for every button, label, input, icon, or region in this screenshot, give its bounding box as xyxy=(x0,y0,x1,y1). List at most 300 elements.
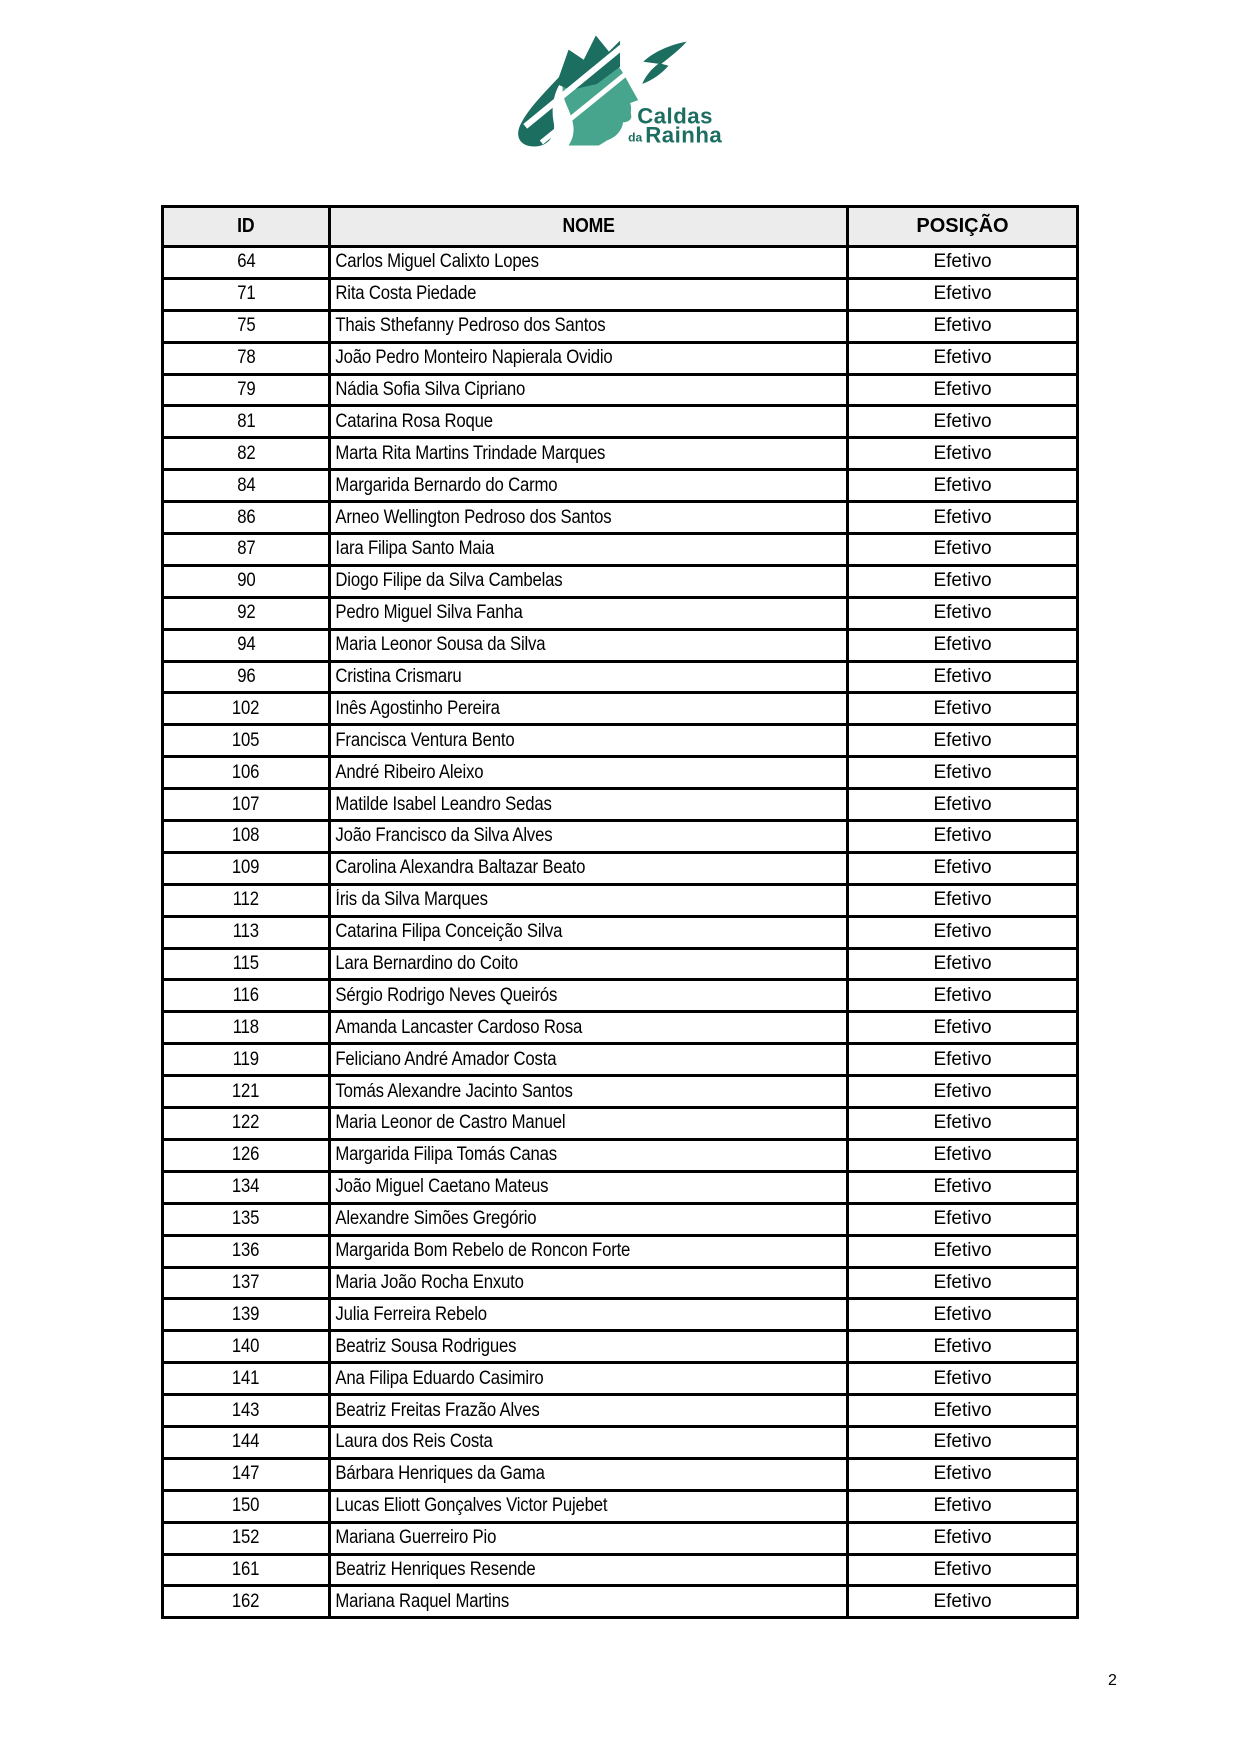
row-id-cell xyxy=(163,1395,330,1427)
row-name-cell-text: Maria Leonor Sousa da Silva xyxy=(335,634,546,656)
row-id-cell xyxy=(163,470,330,502)
row-id-cell xyxy=(163,1299,330,1331)
row-name-cell-text: Sérgio Rodrigo Neves Queirós xyxy=(335,984,558,1006)
row-position-cell xyxy=(848,1044,1078,1076)
table-row xyxy=(163,342,1078,374)
row-position-cell-text: Efetivo xyxy=(933,953,992,975)
row-position-cell-text: Efetivo xyxy=(933,602,992,624)
row-name-cell xyxy=(330,1108,848,1140)
row-id-cell-text: 81 xyxy=(236,410,256,432)
row-id-cell-text: 121 xyxy=(232,1080,260,1102)
table-row xyxy=(163,534,1078,566)
row-id-cell-text: 75 xyxy=(236,315,256,337)
page-number: 2 xyxy=(1108,1672,1117,1689)
row-position-cell-text: Efetivo xyxy=(933,347,992,369)
row-name-cell xyxy=(330,1331,848,1363)
row-id-cell-text: 78 xyxy=(236,347,256,369)
row-name-cell-text: Feliciano André Amador Costa xyxy=(335,1048,557,1070)
row-position-cell-text: Efetivo xyxy=(933,666,992,688)
bird-icon xyxy=(642,42,686,84)
row-name-cell xyxy=(330,374,848,406)
row-position-cell xyxy=(848,597,1078,629)
row-id-cell xyxy=(163,1426,330,1458)
column-header-id-label: ID xyxy=(237,215,255,237)
table-row xyxy=(163,1171,1078,1203)
row-id-cell xyxy=(163,980,330,1012)
row-name-cell xyxy=(330,1171,848,1203)
table-row xyxy=(163,693,1078,725)
table-row xyxy=(163,470,1078,502)
row-id-cell xyxy=(163,1076,330,1108)
row-id-cell-text: 107 xyxy=(232,793,260,815)
row-id-cell-text: 140 xyxy=(232,1335,260,1357)
table-row xyxy=(163,1108,1078,1140)
row-name-cell-text: Rita Costa Piedade xyxy=(335,283,477,305)
row-id-cell xyxy=(163,1108,330,1140)
row-id-cell xyxy=(163,565,330,597)
table-row xyxy=(163,1012,1078,1044)
row-name-cell xyxy=(330,1554,848,1586)
table-row xyxy=(163,852,1078,884)
row-name-cell-text: Margarida Filipa Tomás Canas xyxy=(335,1144,557,1166)
row-id-cell-text: 109 xyxy=(232,857,260,879)
row-name-cell xyxy=(330,534,848,566)
row-id-cell-text: 137 xyxy=(232,1271,260,1293)
row-name-cell xyxy=(330,1299,848,1331)
row-position-cell xyxy=(848,693,1078,725)
row-position-cell xyxy=(848,821,1078,853)
row-position-cell-text: Efetivo xyxy=(933,1527,992,1549)
row-name-cell xyxy=(330,1363,848,1395)
row-id-cell xyxy=(163,342,330,374)
row-position-cell-text: Efetivo xyxy=(933,793,992,815)
table-row xyxy=(163,821,1078,853)
column-header-nome xyxy=(330,207,848,247)
row-position-cell xyxy=(848,310,1078,342)
row-name-cell-text: Íris da Silva Marques xyxy=(335,889,488,911)
staff-table xyxy=(161,205,1079,1619)
row-id-cell-text: 108 xyxy=(232,825,260,847)
row-name-cell xyxy=(330,852,848,884)
row-position-cell xyxy=(848,757,1078,789)
row-name-cell-text: Pedro Miguel Silva Fanha xyxy=(335,602,523,624)
row-name-cell xyxy=(330,1076,848,1108)
row-position-cell-text: Efetivo xyxy=(933,251,992,273)
table-row xyxy=(163,1076,1078,1108)
table-row xyxy=(163,1363,1078,1395)
row-id-cell xyxy=(163,948,330,980)
row-position-cell-text: Efetivo xyxy=(933,857,992,879)
table-row xyxy=(163,565,1078,597)
table-row xyxy=(163,1458,1078,1490)
table-row xyxy=(163,725,1078,757)
row-name-cell-text: Diogo Filipe da Silva Cambelas xyxy=(335,570,563,592)
row-id-cell-text: 116 xyxy=(232,984,260,1006)
row-id-cell-text: 105 xyxy=(232,729,260,751)
row-position-cell xyxy=(848,948,1078,980)
row-id-cell-text: 86 xyxy=(236,506,256,528)
row-position-cell xyxy=(848,1331,1078,1363)
row-name-cell-text: Carolina Alexandra Baltazar Beato xyxy=(335,857,586,879)
row-id-cell xyxy=(163,438,330,470)
row-id-cell xyxy=(163,1267,330,1299)
row-id-cell-text: 139 xyxy=(232,1303,260,1325)
row-id-cell xyxy=(163,852,330,884)
table-row xyxy=(163,1044,1078,1076)
row-name-cell xyxy=(330,1395,848,1427)
row-id-cell xyxy=(163,1554,330,1586)
row-position-cell-text: Efetivo xyxy=(933,1463,992,1485)
column-header-nome-label: NOME xyxy=(562,215,615,237)
table-row xyxy=(163,1203,1078,1235)
row-id-cell xyxy=(163,247,330,279)
row-position-cell xyxy=(848,470,1078,502)
row-position-cell xyxy=(848,1171,1078,1203)
row-name-cell xyxy=(330,1235,848,1267)
row-position-cell xyxy=(848,789,1078,821)
row-id-cell-text: 134 xyxy=(232,1176,260,1198)
table-row xyxy=(163,247,1078,279)
row-id-cell-text: 87 xyxy=(236,538,256,560)
table-row xyxy=(163,406,1078,438)
row-name-cell xyxy=(330,821,848,853)
row-name-cell-text: Laura dos Reis Costa xyxy=(335,1431,493,1453)
table-row xyxy=(163,1267,1078,1299)
row-position-cell-text: Efetivo xyxy=(933,634,992,656)
row-name-cell-text: Nádia Sofia Silva Cipriano xyxy=(335,379,526,400)
row-position-cell xyxy=(848,534,1078,566)
row-name-cell xyxy=(330,629,848,661)
table-row xyxy=(163,502,1078,534)
table-row xyxy=(163,980,1078,1012)
row-name-cell xyxy=(330,502,848,534)
row-id-cell-text: 122 xyxy=(232,1112,260,1134)
row-name-cell-text: Mariana Guerreiro Pio xyxy=(335,1527,497,1549)
row-id-cell xyxy=(163,789,330,821)
row-position-cell-text: Efetivo xyxy=(933,1590,992,1612)
row-position-cell-text: Efetivo xyxy=(933,1431,992,1453)
row-name-cell-text: Iara Filipa Santo Maia xyxy=(335,538,495,560)
row-position-cell-text: Efetivo xyxy=(933,1176,992,1198)
row-id-cell xyxy=(163,1363,330,1395)
row-position-cell-text: Efetivo xyxy=(933,921,992,943)
row-name-cell xyxy=(330,278,848,310)
table-row xyxy=(163,1522,1078,1554)
row-position-cell-text: Efetivo xyxy=(933,1558,992,1580)
row-position-cell-text: Efetivo xyxy=(933,1080,992,1102)
table-row xyxy=(163,1331,1078,1363)
row-name-cell xyxy=(330,565,848,597)
row-name-cell-text: Amanda Lancaster Cardoso Rosa xyxy=(335,1016,583,1038)
row-name-cell-text: Arneo Wellington Pedroso dos Santos xyxy=(335,506,612,528)
row-name-cell-text: Maria Leonor de Castro Manuel xyxy=(335,1112,566,1134)
row-name-cell-text: Catarina Filipa Conceição Silva xyxy=(335,921,563,943)
row-id-cell-text: 147 xyxy=(232,1463,260,1485)
row-id-cell xyxy=(163,1203,330,1235)
row-name-cell-text: João Pedro Monteiro Napierala Ovidio xyxy=(335,347,613,369)
row-position-cell xyxy=(848,565,1078,597)
row-position-cell xyxy=(848,1076,1078,1108)
row-name-cell-text: Maria João Rocha Enxuto xyxy=(335,1271,524,1293)
row-name-cell-text: Mariana Raquel Martins xyxy=(335,1590,510,1612)
row-id-cell xyxy=(163,374,330,406)
table-row xyxy=(163,310,1078,342)
row-id-cell-text: 162 xyxy=(232,1590,260,1612)
row-position-cell-text: Efetivo xyxy=(933,1112,992,1134)
row-position-cell-text: Efetivo xyxy=(933,825,992,847)
table-row xyxy=(163,948,1078,980)
table-row xyxy=(163,916,1078,948)
row-position-cell xyxy=(848,1108,1078,1140)
row-name-cell-text: Inês Agostinho Pereira xyxy=(335,697,500,719)
row-id-cell-text: 92 xyxy=(236,602,256,624)
row-position-cell xyxy=(848,629,1078,661)
row-name-cell xyxy=(330,247,848,279)
row-name-cell xyxy=(330,725,848,757)
row-id-cell-text: 112 xyxy=(232,889,260,911)
row-position-cell-text: Efetivo xyxy=(933,889,992,911)
row-position-cell xyxy=(848,1554,1078,1586)
table-row xyxy=(163,1586,1078,1618)
row-name-cell xyxy=(330,757,848,789)
row-name-cell-text: Marta Rita Martins Trindade Marques xyxy=(335,442,606,464)
row-position-cell-text: Efetivo xyxy=(933,570,992,592)
table-row xyxy=(163,597,1078,629)
table-row xyxy=(163,1426,1078,1458)
row-name-cell xyxy=(330,916,848,948)
table-row xyxy=(163,374,1078,406)
row-position-cell-text: Efetivo xyxy=(933,1048,992,1070)
row-name-cell-text: Cristina Crismaru xyxy=(335,666,462,688)
row-id-cell-text: 118 xyxy=(232,1016,260,1038)
table-row xyxy=(163,884,1078,916)
row-name-cell-text: Beatriz Sousa Rodrigues xyxy=(335,1335,517,1357)
table-row xyxy=(163,1554,1078,1586)
row-position-cell xyxy=(848,374,1078,406)
row-position-cell-text: Efetivo xyxy=(933,1303,992,1325)
row-position-cell xyxy=(848,1458,1078,1490)
table-row xyxy=(163,629,1078,661)
row-name-cell-text: João Francisco da Silva Alves xyxy=(335,825,553,847)
row-id-cell-text: 71 xyxy=(236,283,256,305)
logo-text-line1: Caldas xyxy=(637,103,713,129)
row-position-cell xyxy=(848,1203,1078,1235)
row-id-cell xyxy=(163,693,330,725)
row-id-cell xyxy=(163,1331,330,1363)
row-position-cell-text: Efetivo xyxy=(933,379,992,400)
row-name-cell xyxy=(330,597,848,629)
row-name-cell xyxy=(330,948,848,980)
row-name-cell-text: Margarida Bom Rebelo de Roncon Forte xyxy=(335,1240,631,1262)
row-name-cell-text: Beatriz Henriques Resende xyxy=(335,1558,536,1580)
row-position-cell-text: Efetivo xyxy=(933,1335,992,1357)
row-name-cell-text: Matilde Isabel Leandro Sedas xyxy=(335,793,552,815)
row-name-cell xyxy=(330,980,848,1012)
row-position-cell xyxy=(848,1395,1078,1427)
row-id-cell-text: 84 xyxy=(236,474,256,496)
row-id-cell-text: 102 xyxy=(232,697,260,719)
table-row xyxy=(163,438,1078,470)
row-id-cell xyxy=(163,1139,330,1171)
row-id-cell-text: 150 xyxy=(232,1495,260,1517)
row-id-cell-text: 90 xyxy=(236,570,256,592)
row-id-cell xyxy=(163,1490,330,1522)
row-position-cell xyxy=(848,852,1078,884)
table-row xyxy=(163,1235,1078,1267)
row-name-cell-text: Carlos Miguel Calixto Lopes xyxy=(335,251,539,273)
row-id-cell-text: 79 xyxy=(236,379,256,400)
table-row xyxy=(163,1490,1078,1522)
row-id-cell xyxy=(163,884,330,916)
logo-wordmark xyxy=(628,103,722,147)
row-id-cell xyxy=(163,278,330,310)
row-id-cell xyxy=(163,502,330,534)
row-name-cell-text: Lucas Eliott Gonçalves Victor Pujebet xyxy=(335,1495,608,1517)
row-name-cell xyxy=(330,884,848,916)
table-body xyxy=(163,247,1078,1618)
row-id-cell-text: 126 xyxy=(232,1144,260,1166)
table-row xyxy=(163,1395,1078,1427)
row-name-cell xyxy=(330,661,848,693)
row-position-cell-text: Efetivo xyxy=(933,1016,992,1038)
table-row xyxy=(163,789,1078,821)
row-position-cell-text: Efetivo xyxy=(933,506,992,528)
row-id-cell-text: 161 xyxy=(232,1558,260,1580)
row-name-cell-text: Catarina Rosa Roque xyxy=(335,410,493,432)
row-name-cell xyxy=(330,1012,848,1044)
logo-text-line2: Rainha xyxy=(645,122,723,148)
row-id-cell xyxy=(163,1171,330,1203)
row-id-cell-text: 115 xyxy=(232,953,260,975)
row-position-cell-text: Efetivo xyxy=(933,1495,992,1517)
row-id-cell-text: 152 xyxy=(232,1527,260,1549)
row-id-cell xyxy=(163,1044,330,1076)
row-position-cell xyxy=(848,661,1078,693)
row-position-cell-text: Efetivo xyxy=(933,1240,992,1262)
row-position-cell xyxy=(848,247,1078,279)
row-id-cell xyxy=(163,534,330,566)
row-id-cell xyxy=(163,629,330,661)
row-id-cell-text: 64 xyxy=(236,251,256,273)
row-name-cell xyxy=(330,1426,848,1458)
row-name-cell-text: Julia Ferreira Rebelo xyxy=(335,1303,487,1325)
row-position-cell-text: Efetivo xyxy=(933,1144,992,1166)
row-position-cell xyxy=(848,1299,1078,1331)
row-position-cell xyxy=(848,1490,1078,1522)
table-row xyxy=(163,278,1078,310)
row-name-cell-text: Bárbara Henriques da Gama xyxy=(335,1463,545,1485)
row-position-cell xyxy=(848,342,1078,374)
row-name-cell xyxy=(330,406,848,438)
row-name-cell xyxy=(330,789,848,821)
row-position-cell xyxy=(848,278,1078,310)
row-id-cell xyxy=(163,1235,330,1267)
row-position-cell-text: Efetivo xyxy=(933,1271,992,1293)
row-name-cell-text: Margarida Bernardo do Carmo xyxy=(335,474,558,496)
row-position-cell xyxy=(848,1012,1078,1044)
row-name-cell xyxy=(330,1490,848,1522)
row-name-cell xyxy=(330,342,848,374)
row-name-cell xyxy=(330,1458,848,1490)
row-position-cell-text: Efetivo xyxy=(933,697,992,719)
row-id-cell xyxy=(163,661,330,693)
column-header-id xyxy=(163,207,330,247)
row-position-cell-text: Efetivo xyxy=(933,474,992,496)
row-position-cell-text: Efetivo xyxy=(933,442,992,464)
row-name-cell-text: Lara Bernardino do Coito xyxy=(335,953,519,975)
row-name-cell xyxy=(330,1267,848,1299)
row-position-cell-text: Efetivo xyxy=(933,984,992,1006)
row-position-cell-text: Efetivo xyxy=(933,1399,992,1421)
logo-graphic xyxy=(498,28,730,150)
column-header-posicao-label: POSIÇÃO xyxy=(916,215,1009,237)
row-id-cell-text: 141 xyxy=(232,1367,260,1389)
row-id-cell xyxy=(163,597,330,629)
row-id-cell-text: 94 xyxy=(236,634,256,656)
row-name-cell xyxy=(330,1203,848,1235)
row-position-cell xyxy=(848,1586,1078,1618)
row-name-cell-text: André Ribeiro Aleixo xyxy=(335,761,484,783)
row-name-cell xyxy=(330,438,848,470)
row-id-cell xyxy=(163,310,330,342)
logo-text-line2-small: da xyxy=(628,130,643,145)
row-id-cell xyxy=(163,757,330,789)
row-id-cell xyxy=(163,1586,330,1618)
row-position-cell-text: Efetivo xyxy=(933,410,992,432)
table-row xyxy=(163,1299,1078,1331)
column-header-posicao xyxy=(848,207,1078,247)
row-name-cell-text: Ana Filipa Eduardo Casimiro xyxy=(335,1367,544,1389)
table-row xyxy=(163,661,1078,693)
row-name-cell-text: João Miguel Caetano Mateus xyxy=(335,1176,549,1198)
row-id-cell xyxy=(163,916,330,948)
row-position-cell xyxy=(848,406,1078,438)
row-position-cell xyxy=(848,1363,1078,1395)
row-id-cell xyxy=(163,1012,330,1044)
row-position-cell-text: Efetivo xyxy=(933,1208,992,1230)
row-position-cell xyxy=(848,1522,1078,1554)
row-name-cell-text: Tomás Alexandre Jacinto Santos xyxy=(335,1080,573,1102)
row-id-cell-text: 136 xyxy=(232,1240,260,1262)
row-id-cell xyxy=(163,725,330,757)
row-position-cell-text: Efetivo xyxy=(933,1367,992,1389)
row-name-cell xyxy=(330,1522,848,1554)
row-id-cell-text: 119 xyxy=(232,1048,260,1070)
row-id-cell xyxy=(163,821,330,853)
caldas-da-rainha-logo xyxy=(498,28,730,150)
row-name-cell-text: Alexandre Simões Gregório xyxy=(335,1208,537,1230)
row-position-cell xyxy=(848,1426,1078,1458)
row-position-cell-text: Efetivo xyxy=(933,283,992,305)
row-position-cell xyxy=(848,1235,1078,1267)
row-id-cell xyxy=(163,1522,330,1554)
row-id-cell xyxy=(163,406,330,438)
row-position-cell xyxy=(848,1139,1078,1171)
row-id-cell-text: 135 xyxy=(232,1208,260,1230)
row-id-cell-text: 113 xyxy=(232,921,260,943)
row-position-cell xyxy=(848,502,1078,534)
table-row xyxy=(163,1139,1078,1171)
table-header-row xyxy=(163,207,1078,247)
row-position-cell xyxy=(848,725,1078,757)
row-id-cell-text: 143 xyxy=(232,1399,260,1421)
row-name-cell-text: Thais Sthefanny Pedroso dos Santos xyxy=(335,315,606,337)
row-position-cell xyxy=(848,980,1078,1012)
row-id-cell-text: 144 xyxy=(232,1431,260,1453)
row-name-cell xyxy=(330,470,848,502)
row-id-cell-text: 82 xyxy=(236,442,256,464)
row-name-cell xyxy=(330,1044,848,1076)
